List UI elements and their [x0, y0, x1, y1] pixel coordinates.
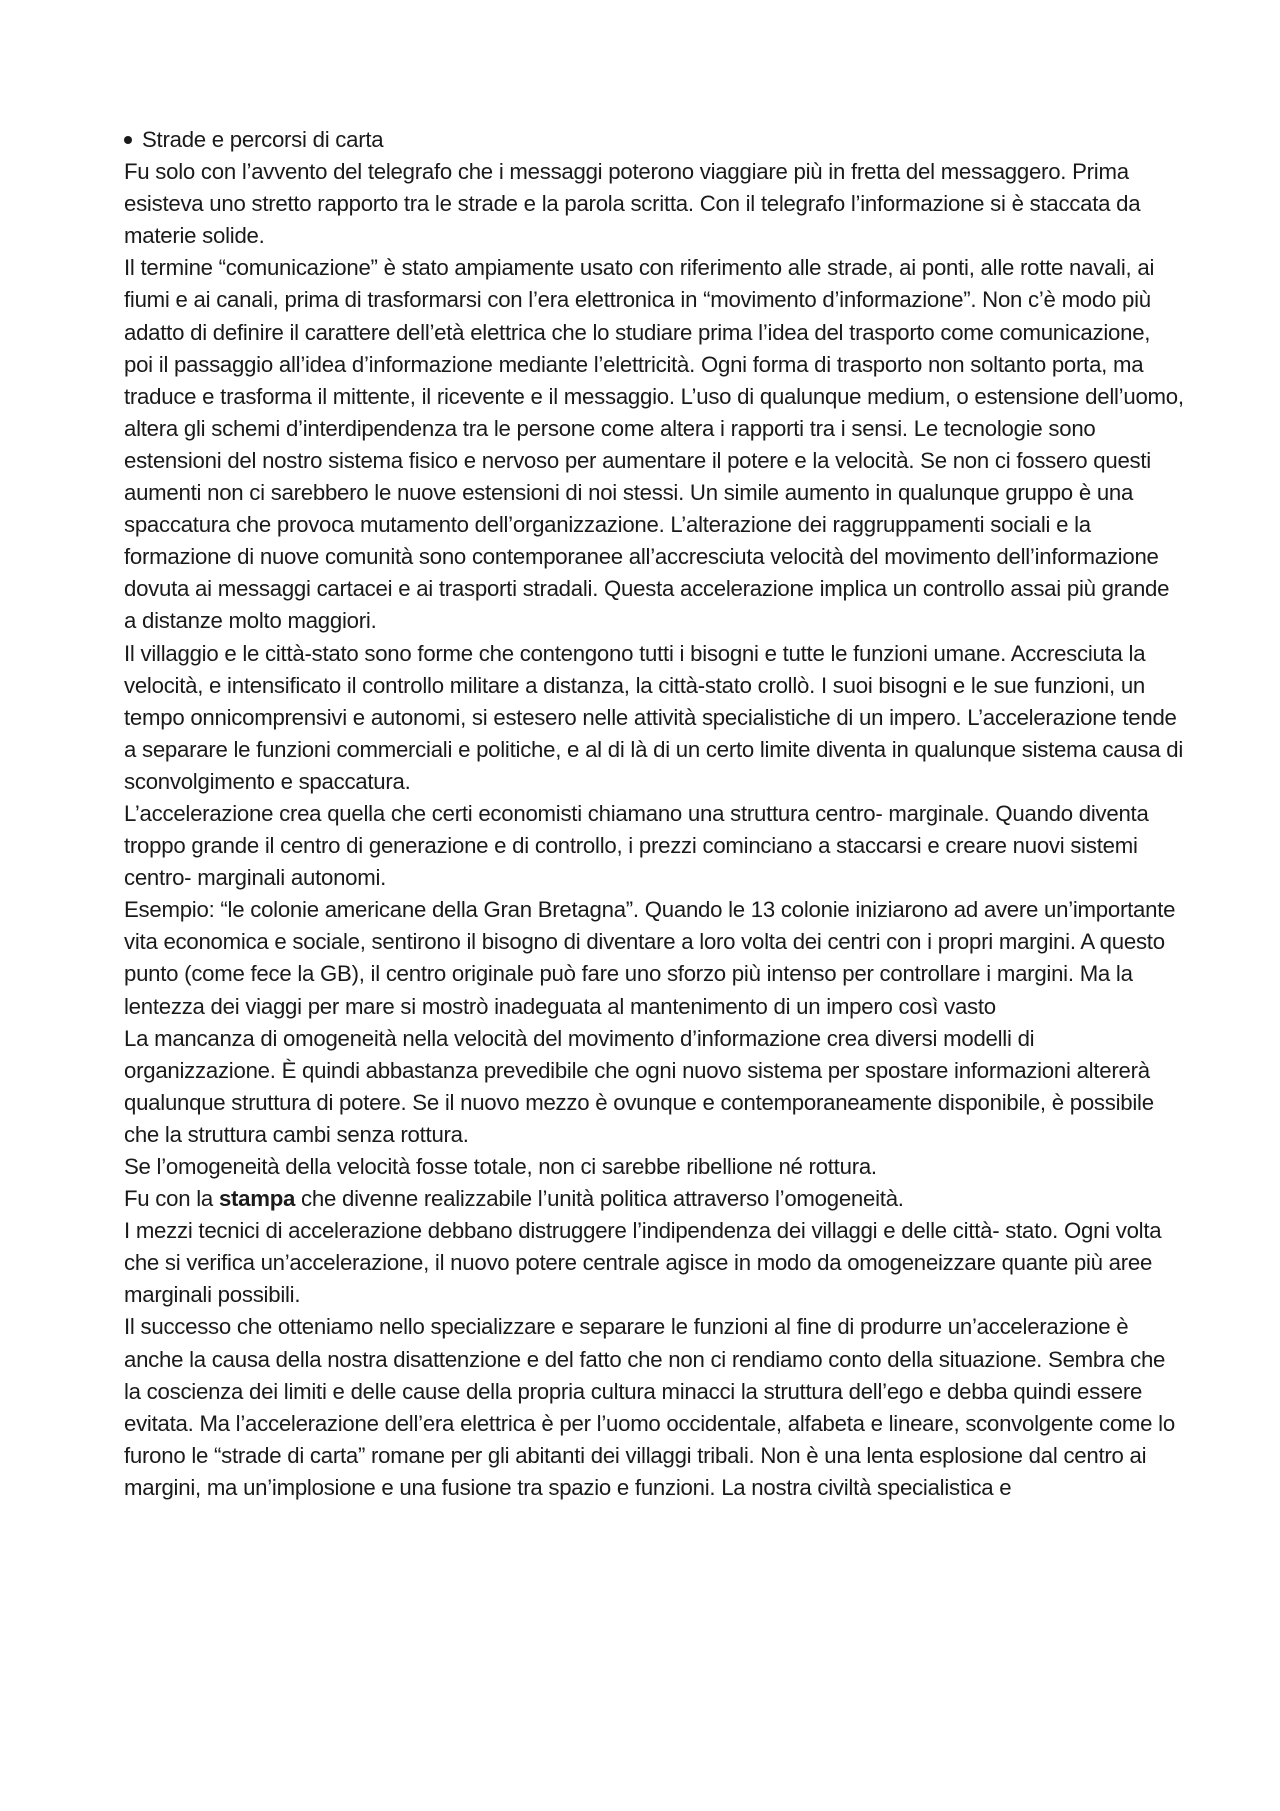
paragraph-mezzi-tecnici: I mezzi tecnici di accelerazione debbano distruggere l’indipendenza dei villaggi e delle città- stato. Ogni volta che si verifica un’accelerazione, il nuovo potere centrale agisce in modo da omogeneizzare quante più aree marginali possibili.: [124, 1218, 1162, 1308]
paragraph-centro-marginale: L’accelerazione crea quella che certi economisti chiamano una struttura centro- marginale. Quando diventa troppo grande il centro di generazione e di controllo, i prezzi cominciano a staccarsi e creare nuovi sistemi centro- marginali autonomi.: [124, 800, 1149, 891]
section-heading: [124, 124, 1184, 156]
bullet-dot-icon: [124, 136, 132, 144]
paragraph-omogeneita: La mancanza di omogeneità nella velocità del movimento d’informazione crea diversi modelli di organizzazione. È quindi abbastanza prevedibile che ogni nuovo sistema per spostare informazioni altererà qualunque struttura di potere. Se il nuovo mezzo è ovunque e contemporaneamente disponibile, è possibile che la struttura cambi senza rottura.: [124, 1025, 1154, 1147]
paragraph-stampa: [124, 1183, 1184, 1215]
stampa-bold-term: stampa: [218, 1186, 296, 1212]
paragraph-esempio-colonie: Esempio: “le colonie americane della Gran Bretagna”. Quando le 13 colonie iniziarono ad avere un’importante vita economica e sociale, sentirono il bisogno di diventare a loro volta dei centri con i propri margini. A questo punto (come fece la GB), il centro originale può fare uno sforzo più intenso per controllare i margini. Ma la lentezza dei viaggi per mare si mostrò inadeguata al mantenimento di un impero così vasto: [124, 897, 1176, 1019]
paragraph-ribellione: Se l’omogeneità della velocità fosse totale, non ci sarebbe ribellione né rottura.: [124, 1154, 877, 1179]
stampa-text-before: Fu con la: [124, 1186, 219, 1212]
paragraph-comunicazione: Il termine “comunicazione” è stato ampiamente usato con riferimento alle strade, ai ponti, alle rotte navali, ai fiumi e ai canali, prima di trasformarsi con l’era elettronica in “movimento d’informazione”. Non c’è modo più adatto di definire il carattere dell’età elettrica che lo studiare prima l’idea del trasporto come comunicazione, poi il passaggio all’idea d’informazione mediante l’elettricità. Ogni forma di trasporto non soltanto porta, ma traduce e trasforma il mittente, il ricevente e il messaggio. L’uso di qualunque medium, o estensione dell’uomo, altera gli schemi d’interdipendenza tra le persone come altera i rapporti tra i sensi. Le tecnologie sono estensioni del nostro sistema fisico e nervoso per aumentare il potere e la velocità. Se non ci fossero questi aumenti non ci sarebbero le nuove estensioni di noi stessi. Un simile aumento in qualunque gruppo è una spaccatura che provoca mutamento dell’organizzazione. L’alterazione dei raggruppamenti sociali e la formazione di nuove comunità sono contemporanee all’accresciuta velocità del movimento dell’informazione dovuta ai messaggi cartacei e ai trasporti stradali. Questa accelerazione implica un controllo assai più grande a distanze molto maggiori.: [124, 255, 1184, 634]
paragraph-successo: Il successo che otteniamo nello specializzare e separare le funzioni al fine di produrre un’accelerazione è anche la causa della nostra disattenzione e del fatto che non ci rendiamo conto della situazione. Sembra che la coscienza dei limiti e delle cause della propria cultura minacci la struttura dell’ego e debba quindi essere evitata. Ma l’accelerazione dell’era elettrica è per l’uomo occidentale, alfabeta e lineare, sconvolgente come lo furono le “strade di carta” romane per gli abitanti dei villaggi tribali. Non è una lenta esplosione dal centro ai margini, ma un’implosione e una fusione tra spazio e funzioni. La nostra civiltà specialistica e: [124, 1314, 1175, 1500]
paragraph-villaggio: Il villaggio e le città-stato sono forme che contengono tutti i bisogni e tutte le funzioni umane. Accresciuta la velocità, e intensificato il controllo militare a distanza, la città-stato crollò. I suoi bisogni e le sue funzioni, un tempo onnicomprensivi e autonomi, si estesero nelle attività specialistiche di un impero. L’accelerazione tende a separare le funzioni commerciali e politiche, e al di là di un certo limite diventa in qualunque sistema causa di sconvolgimento e spaccatura.: [124, 640, 1184, 794]
document-page: [124, 124, 1184, 1504]
paragraph-telegrafo: Fu solo con l’avvento del telegrafo che i messaggi poterono viaggiare più in fretta del messaggero. Prima esisteva uno stretto rapporto tra le strade e la parola scritta. Con il telegrafo l’informazione si è staccata da materie solide.: [124, 159, 1141, 249]
stampa-text-after: che divenne realizzabile l’unità politica attraverso l’omogeneità.: [295, 1186, 904, 1212]
section-heading-text: Strade e percorsi di carta: [142, 127, 384, 152]
